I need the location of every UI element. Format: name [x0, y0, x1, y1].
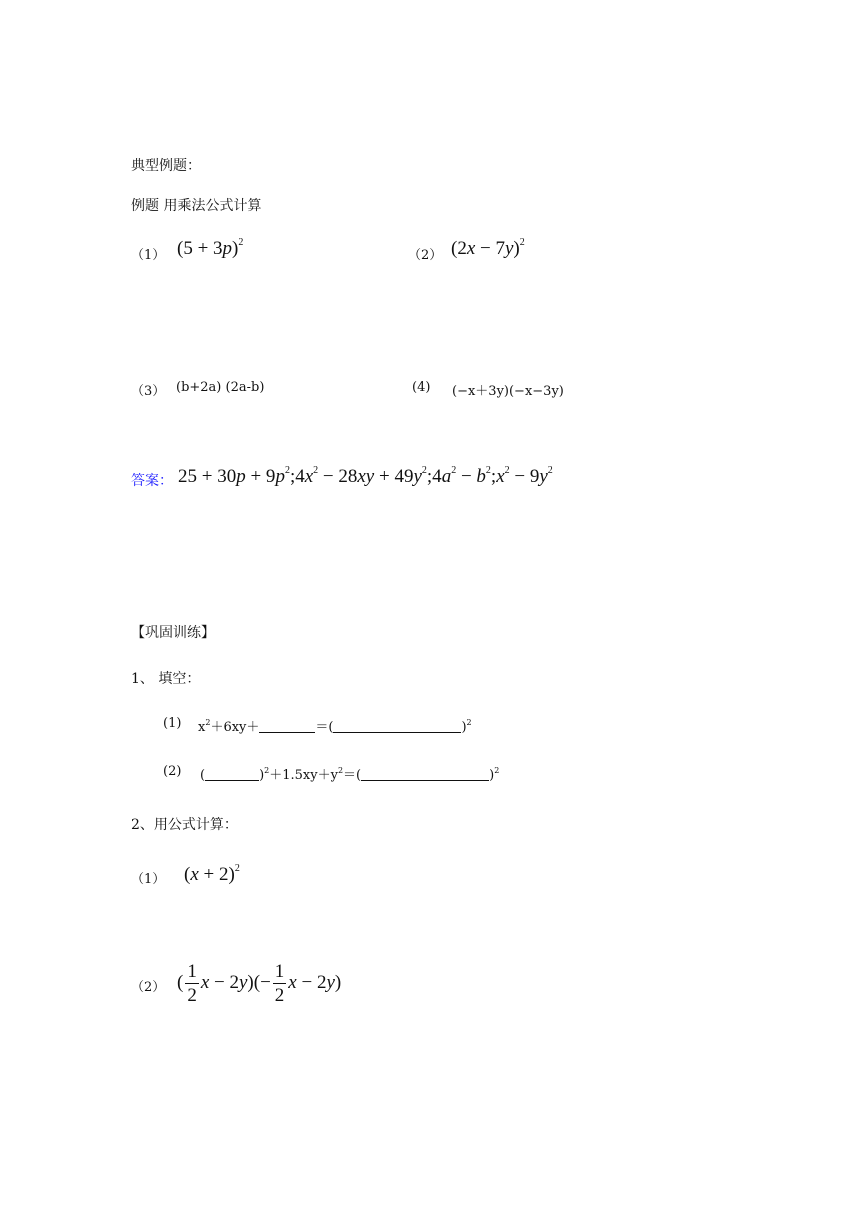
compute-2-label: （2） — [131, 980, 166, 995]
fill-blank[interactable] — [333, 720, 461, 733]
compute-1-expression: $(x + 2)^2$ — [184, 863, 240, 885]
compute-2-expression: ( $\frac{1}{2}$ x − 2y)(− $\frac{1}{2}$ x − 2y) — [177, 961, 342, 1006]
question-2-title: 2、用公式计算： — [131, 817, 238, 833]
example-1-label: （1） — [131, 248, 166, 263]
compute-1-label: （1） — [131, 872, 166, 887]
example-3-expression: (b+2a) (2a-b) — [176, 380, 265, 395]
fill-blank[interactable] — [205, 768, 259, 781]
example-4-label: (4) — [412, 380, 431, 395]
example-2-label: （2） — [408, 248, 443, 263]
example-4-expression: (−x＋3y)(−x−3y) — [452, 384, 564, 399]
fill-2-expression: ( )$^2+1.5xy+y^2=$( )$^2$ — [200, 766, 500, 783]
heading-typical-examples: 典型例题： — [131, 158, 201, 174]
question-1-title: 1、 填空： — [131, 671, 201, 687]
example-title: 例题 用乘法公式计算 — [131, 198, 262, 214]
fill-2-label: (2) — [163, 764, 182, 779]
fill-1-expression: $x^2+6xy+$ ＝( )$^2$ — [198, 718, 472, 735]
answer-expression: $25 + 30p + 9p^2;4x^2 - 28xy$ + $49y^2;4a^2$ − $b^2;x^2 - 9y^2$ — [178, 465, 553, 487]
example-3-label: （3） — [131, 384, 166, 399]
fill-1-label: (1) — [163, 716, 182, 731]
fill-blank[interactable] — [259, 720, 315, 733]
example-1-expression: $(5 + 3p)^2$ — [177, 237, 244, 259]
example-2-expression: $(2x - 7y)^2$ — [451, 237, 525, 259]
answer-label: 答案： — [131, 473, 173, 489]
section-practice-heading: 【巩固训练】 — [131, 625, 215, 641]
fill-blank[interactable] — [361, 768, 489, 781]
